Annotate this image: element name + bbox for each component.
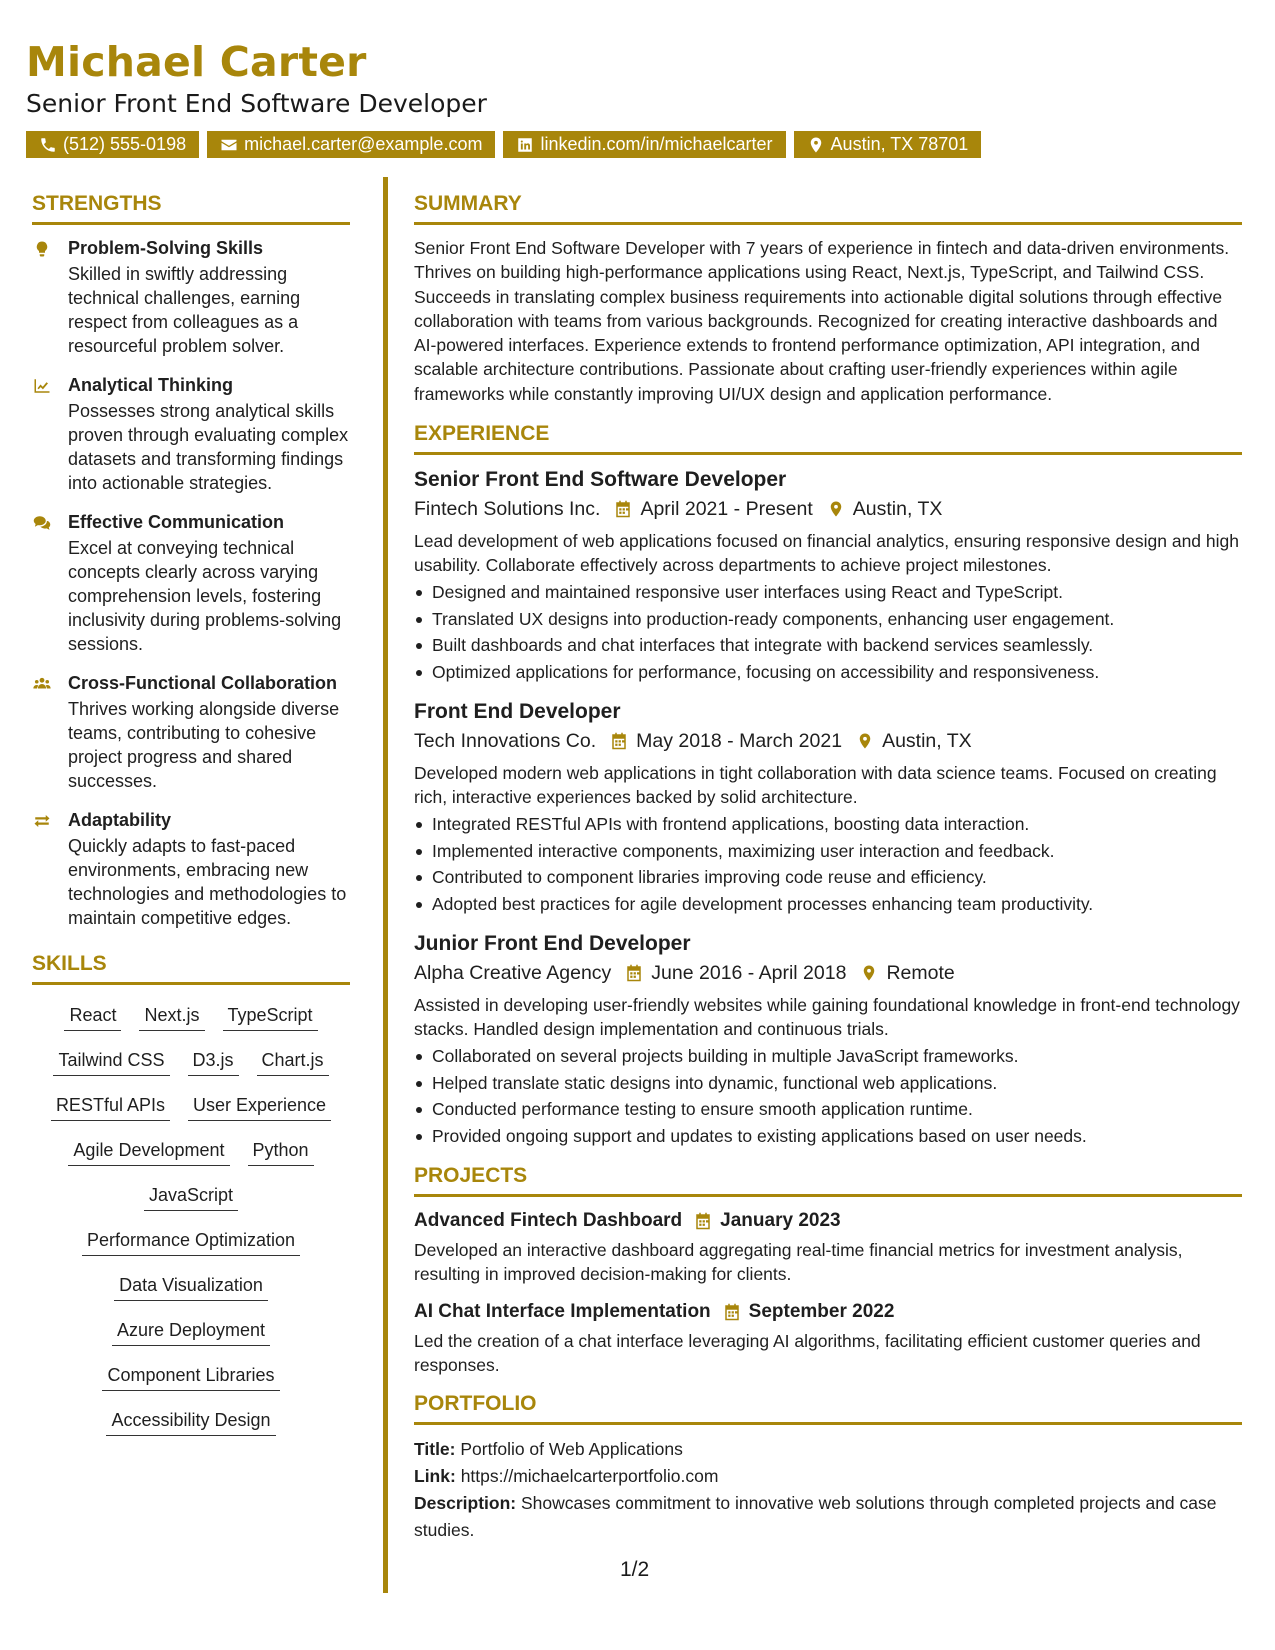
portfolio-desc-label: Description: <box>414 1493 517 1514</box>
job-meta <box>414 727 1242 755</box>
strengths-heading: STRENGTHS <box>32 190 350 225</box>
strength-item <box>32 808 350 930</box>
projects-heading: PROJECTS <box>414 1162 1242 1197</box>
page-number: 1/2 <box>620 1558 650 1581</box>
portfolio-link-line <box>414 1463 1242 1490</box>
job-meta <box>414 959 1242 987</box>
experience-heading: EXPERIENCE <box>414 420 1242 455</box>
skill-tag: Data Visualization <box>114 1269 268 1301</box>
bullet-item: Conducted performance testing to ensure smooth application runtime. <box>414 1096 1242 1123</box>
contact-location <box>794 131 982 158</box>
bullet-item: Built dashboards and chat interfaces that integrate with backend services seamlessly. <box>414 632 1242 659</box>
location-pin-icon <box>807 136 825 154</box>
location-pin-icon <box>827 499 845 519</box>
column-divider <box>383 177 388 1593</box>
job-entry <box>414 930 1242 1149</box>
job-company: Alpha Creative Agency <box>414 962 612 985</box>
phone-icon <box>39 136 57 154</box>
phone-text: (512) 555-0198 <box>63 134 187 154</box>
project-title: Advanced Fintech Dashboard <box>414 1210 683 1232</box>
chart-line-icon <box>32 377 52 395</box>
left-column <box>32 190 350 1449</box>
skill-tag: Chart.js <box>257 1044 329 1076</box>
skills-heading: SKILLS <box>32 950 350 985</box>
skill-tag: JavaScript <box>144 1179 238 1211</box>
job-description: Developed modern web applications in tight collaboration with data science teams. Focused on creating rich, interactive experiences backed by solid architecture. <box>414 763 1217 808</box>
job-description: Assisted in developing user-friendly websites while gaining foundational knowledge in front-end technology stacks. Handled design implementation and continuous trials. <box>414 995 1240 1040</box>
bullet-item: Translated UX designs into production-ready components, enhancing user engagement. <box>414 606 1242 633</box>
resume-header <box>26 38 1246 158</box>
skill-tag: Azure Deployment <box>112 1314 270 1346</box>
strength-desc: Quickly adapts to fast-paced environments, embracing new technologies and methodologies to maintain competitive edges. <box>68 836 347 928</box>
exchange-icon <box>32 812 52 830</box>
calendar-icon <box>610 731 628 751</box>
project-header <box>414 1299 1242 1325</box>
strength-desc: Thrives working alongside diverse teams, contributing to cohesive project progress and shared successes. <box>68 699 340 791</box>
bullet-item: Implemented interactive components, maximizing user interaction and feedback. <box>414 838 1242 865</box>
portfolio-link-label: Link: <box>414 1466 456 1487</box>
strength-desc: Excel at conveying technical concepts clearly across varying comprehension levels, fostering inclusivity during problems-solving sessions. <box>68 538 342 654</box>
project-date: September 2022 <box>748 1301 895 1323</box>
portfolio-desc-value: Showcases commitment to innovative web solutions through completed projects and case studies. <box>414 1493 1217 1541</box>
job-dates: April 2021 - Present <box>640 498 813 521</box>
strength-title: Analytical Thinking <box>68 375 234 395</box>
job-location: Austin, TX <box>852 498 943 521</box>
skill-tag: User Experience <box>188 1089 331 1121</box>
contact-bar <box>26 131 1246 158</box>
comments-icon <box>32 514 52 532</box>
skill-tag: React <box>64 999 121 1031</box>
portfolio-description-line <box>414 1490 1242 1544</box>
linkedin-text: linkedin.com/in/michaelcarter <box>540 134 773 154</box>
portfolio-title-label: Title: <box>414 1439 456 1460</box>
skill-tag: Component Libraries <box>102 1359 279 1391</box>
strength-title: Effective Communication <box>68 512 285 532</box>
job-title: Front End Developer <box>414 700 621 724</box>
strength-desc: Skilled in swiftly addressing technical challenges, earning respect from colleagues as a resourceful problem solver. <box>68 264 301 356</box>
strength-item <box>32 671 350 793</box>
calendar-icon <box>694 1211 712 1231</box>
strength-item <box>32 510 350 656</box>
project-header <box>414 1208 1242 1234</box>
strength-title: Cross-Functional Collaboration <box>68 673 338 693</box>
job-location: Remote <box>886 962 955 985</box>
skill-tag: D3.js <box>188 1044 239 1076</box>
job-description: Lead development of web applications focused on financial analytics, ensuring responsive design and high usability. Collaborate effectively across departments to achieve project milestones. <box>414 531 1239 576</box>
right-column <box>414 190 1242 1544</box>
location-pin-icon <box>860 963 878 983</box>
strength-title: Adaptability <box>68 810 172 830</box>
job-bullets <box>414 579 1242 685</box>
skill-tag: Next.js <box>139 999 204 1031</box>
skill-tag: Python <box>248 1134 314 1166</box>
envelope-icon <box>220 136 238 154</box>
project-date: January 2023 <box>720 1210 841 1232</box>
bullet-item: Optimized applications for performance, focusing on accessibility and responsiveness. <box>414 659 1242 686</box>
project-description: Led the creation of a chat interface leveraging AI algorithms, facilitating efficient customer queries and responses. <box>414 1331 1201 1376</box>
project-entry <box>414 1208 1242 1286</box>
job-bullets <box>414 811 1242 917</box>
strength-item <box>32 373 350 495</box>
job-bullets <box>414 1043 1242 1149</box>
skill-tag: TypeScript <box>223 999 318 1031</box>
job-title: Junior Front End Developer <box>414 932 691 956</box>
linkedin-icon <box>516 136 534 154</box>
contact-linkedin[interactable] <box>503 131 785 158</box>
bullet-item: Collaborated on several projects building in multiple JavaScript frameworks. <box>414 1043 1242 1070</box>
skill-tag: Accessibility Design <box>106 1404 275 1436</box>
job-entry <box>414 698 1242 917</box>
bullet-item: Provided ongoing support and updates to existing applications based on user needs. <box>414 1123 1242 1150</box>
skill-tag: Agile Development <box>68 1134 229 1166</box>
summary-heading: SUMMARY <box>414 190 1242 225</box>
contact-email[interactable] <box>207 131 495 158</box>
summary-text: Senior Front End Software Developer with 7 years of experience in fintech and data-driven environments. Thrives on building high-performance applications using React, Next.js, TypeScript, and Tailwind CSS. Succeeds in translating complex business requirements into actionable digital solutions through effective collaboration with teams from various backgrounds. Recognized for creating interactive dashboards and AI-powered interfaces. Experience extends to frontend performance optimization, API integration, and scalable architecture contributions. Passionate about crafting user-friendly experiences within agile frameworks while constantly improving UI/UX design and application performance. <box>414 238 1230 404</box>
skills-list <box>32 999 350 1449</box>
calendar-icon <box>625 963 643 983</box>
skill-tag: Performance Optimization <box>82 1224 300 1256</box>
skill-tag: Tailwind CSS <box>53 1044 169 1076</box>
project-description: Developed an interactive dashboard aggregating real-time financial metrics for investment analysis, resulting in improved decision-making for clients. <box>414 1240 1183 1285</box>
strength-desc: Possesses strong analytical skills proven through evaluating complex datasets and transforming findings into actionable strategies. <box>68 401 349 493</box>
calendar-icon <box>723 1302 741 1322</box>
bullet-item: Helped translate static designs into dynamic, functional web applications. <box>414 1070 1242 1097</box>
email-text: michael.carter@example.com <box>244 134 483 154</box>
skill-tag: RESTful APIs <box>51 1089 170 1121</box>
job-location: Austin, TX <box>882 730 972 753</box>
users-icon <box>32 675 52 693</box>
bullet-item: Adopted best practices for agile development processes enhancing team productivity. <box>414 891 1242 918</box>
candidate-name: Michael Carter <box>26 38 367 86</box>
job-dates: May 2018 - March 2021 <box>636 730 843 753</box>
bullet-item: Contributed to component libraries improving code reuse and efficiency. <box>414 864 1242 891</box>
location-text: Austin, TX 78701 <box>830 134 969 154</box>
calendar-icon <box>614 499 632 519</box>
portfolio-heading: PORTFOLIO <box>414 1390 1242 1425</box>
portfolio-title-line <box>414 1436 1242 1463</box>
job-entry <box>414 466 1242 685</box>
project-entry <box>414 1299 1242 1377</box>
project-title: AI Chat Interface Implementation <box>414 1301 711 1323</box>
portfolio-title-value: Portfolio of Web Applications <box>460 1439 683 1460</box>
candidate-title: Senior Front End Software Developer <box>26 89 487 118</box>
contact-phone[interactable] <box>26 131 199 158</box>
bullet-item: Integrated RESTful APIs with frontend applications, boosting data interaction. <box>414 811 1242 838</box>
portfolio-link[interactable]: https://michaelcarterportfolio.com <box>460 1466 719 1487</box>
job-dates: June 2016 - April 2018 <box>651 962 847 985</box>
job-meta <box>414 495 1242 523</box>
strength-title: Problem-Solving Skills <box>68 238 264 258</box>
bullet-item: Designed and maintained responsive user interfaces using React and TypeScript. <box>414 579 1242 606</box>
lightbulb-icon <box>32 240 52 258</box>
location-pin-icon <box>856 731 874 751</box>
strength-item <box>32 236 350 358</box>
job-company: Tech Innovations Co. <box>414 730 597 753</box>
job-title: Senior Front End Software Developer <box>414 468 787 492</box>
job-company: Fintech Solutions Inc. <box>414 498 601 521</box>
